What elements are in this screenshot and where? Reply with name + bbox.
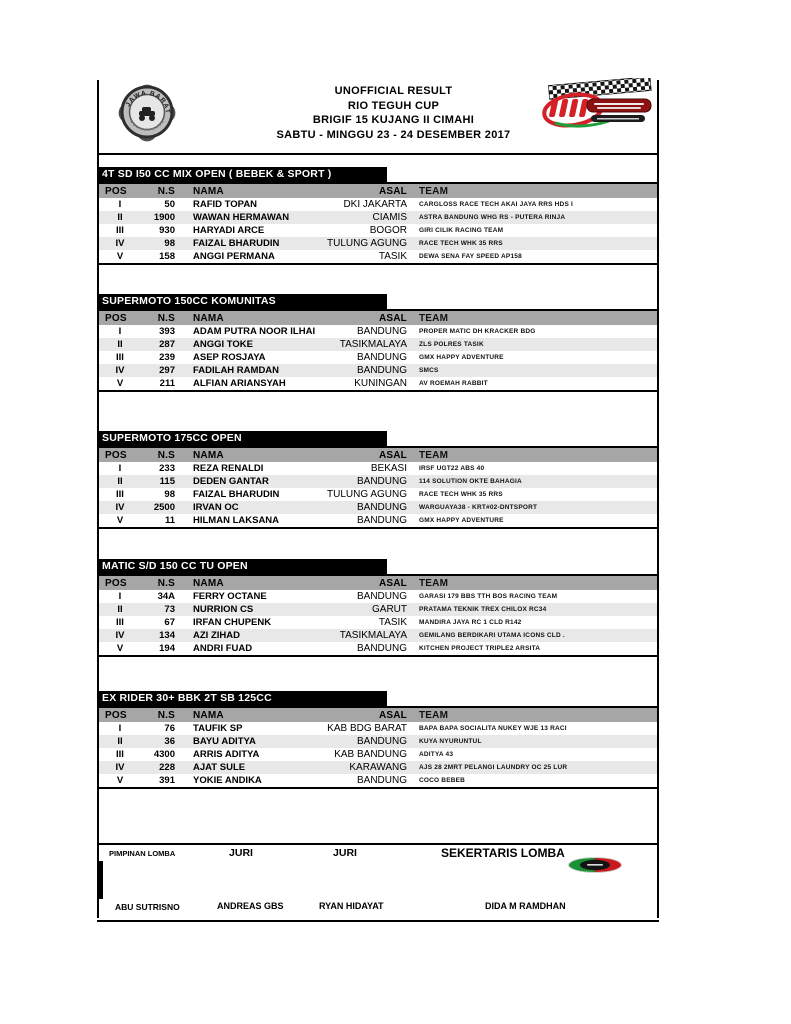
nama-cell: FAIZAL BHARUDIN <box>193 238 280 249</box>
pos-cell: III <box>116 489 124 500</box>
pos-cell: V <box>116 378 124 389</box>
column-header-team: TEAM <box>419 449 449 461</box>
nama-cell: BAYU ADITYA <box>193 736 256 747</box>
table-row <box>99 603 657 616</box>
ns-cell: 194 <box>159 643 175 654</box>
signature-footer <box>97 843 659 922</box>
pos-cell: II <box>117 604 123 615</box>
pos-cell: V <box>116 251 124 262</box>
nama-cell: REZA RENALDI <box>193 463 264 474</box>
table-row <box>99 462 657 475</box>
ns-cell: 67 <box>164 617 175 628</box>
asal-cell: KARAWANG <box>349 762 407 773</box>
team-cell: CARGLOSS RACE TECH AKAI JAYA RRS HDS I <box>419 201 573 208</box>
title-line-3: BRIGIF 15 KUJANG II CIMAHI <box>312 114 475 126</box>
table-row <box>99 501 657 514</box>
table-header-row <box>99 448 657 462</box>
role-juri-1: JURI <box>229 847 253 859</box>
asal-cell: TASIK <box>378 251 407 262</box>
table-row <box>99 325 657 338</box>
column-header-asal: ASAL <box>378 449 407 461</box>
ns-cell: 228 <box>159 762 175 773</box>
pos-cell: III <box>116 225 124 236</box>
results-table <box>97 309 659 392</box>
asal-cell: BANDUNG <box>356 775 407 786</box>
pos-cell: III <box>116 352 124 363</box>
team-cell: COCO BEBEB <box>419 777 466 784</box>
table-row <box>99 237 657 250</box>
role-pimpinan-lomba: PIMPINAN LOMBA <box>109 849 176 858</box>
asal-cell: BANDUNG <box>356 591 407 602</box>
nama-cell: IRFAN CHUPENK <box>193 617 272 628</box>
team-cell: 114 SOLUTION OKTE BAHAGIA <box>419 478 522 485</box>
ns-cell: 930 <box>159 225 175 236</box>
asal-cell: TASIKMALAYA <box>339 630 407 641</box>
ns-cell: 211 <box>159 378 175 389</box>
pos-cell: I <box>118 199 122 210</box>
section-title: MATIC S/D 150 CC TU OPEN <box>97 559 387 574</box>
table-row <box>99 475 657 488</box>
column-header-asal: ASAL <box>378 312 407 324</box>
nama-cell: FERRY OCTANE <box>193 591 267 602</box>
nama-cell: NURRION CS <box>193 604 254 615</box>
team-cell: BAPA BAPA SOCIALITA NUKEY WJE 13 RACI <box>419 725 567 732</box>
ns-cell: 34A <box>157 591 175 602</box>
logo-brush-strokes <box>549 99 589 117</box>
team-cell: RACE TECH WHK 35 RRS <box>419 240 503 247</box>
table-header-row <box>99 184 657 198</box>
ns-cell: 287 <box>159 339 175 350</box>
signatory-name: DIDA M RAMDHAN <box>485 901 566 911</box>
table-row <box>99 774 657 787</box>
ns-cell: 115 <box>159 476 175 487</box>
ns-cell: 239 <box>159 352 175 363</box>
nama-cell: ARRIS ADITYA <box>193 749 260 760</box>
column-header-team: TEAM <box>419 185 449 197</box>
section-title: 4T SD I50 CC MIX OPEN ( BEBEK & SPORT ) <box>97 167 387 182</box>
table-row <box>99 590 657 603</box>
pos-cell: IV <box>115 762 125 773</box>
ns-cell: 76 <box>164 723 175 734</box>
table-row <box>99 616 657 629</box>
ns-cell: 98 <box>164 238 175 249</box>
column-header-asal: ASAL <box>378 185 407 197</box>
pos-cell: II <box>117 736 123 747</box>
team-cell: RACE TECH WHK 35 RRS <box>419 491 503 498</box>
title-line-4: SABTU - MINGGU 23 - 24 DESEMBER 2017 <box>276 128 511 141</box>
asal-cell: BANDUNG <box>356 643 407 654</box>
ns-cell: 11 <box>164 515 175 526</box>
table-row <box>99 211 657 224</box>
team-cell: WARGUAYA38 - KRT#02-DNTSPORT <box>419 504 538 511</box>
column-header-team: TEAM <box>419 312 449 324</box>
imi-oval-logo <box>567 857 623 873</box>
asal-cell: TASIK <box>378 617 407 628</box>
asal-cell: TULUNG AGUNG <box>326 489 407 500</box>
ns-cell: 36 <box>164 736 175 747</box>
ns-cell: 50 <box>164 199 175 210</box>
team-cell: GARASI 179 BBS TTH BOS RACING TEAM <box>419 593 558 600</box>
ns-cell: 4300 <box>153 749 175 760</box>
pos-cell: I <box>118 326 122 337</box>
asal-cell: GARUT <box>372 604 407 615</box>
ns-cell: 1900 <box>153 212 175 223</box>
ns-cell: 158 <box>159 251 175 262</box>
section-title: SUPERMOTO 150CC KOMUNITAS <box>97 294 387 309</box>
column-header-team: TEAM <box>419 577 449 589</box>
print-frame <box>97 80 659 918</box>
column-header-pos: POS <box>105 449 127 461</box>
table-row <box>99 224 657 237</box>
results-table <box>97 574 659 657</box>
race-class-section <box>97 294 659 392</box>
asal-cell: KUNINGAN <box>354 378 407 389</box>
team-cell: AV ROEMAH RABBIT <box>419 380 488 387</box>
table-row <box>99 338 657 351</box>
table-row <box>99 351 657 364</box>
team-cell: GMX HAPPY ADVENTURE <box>419 517 504 524</box>
pos-cell: II <box>117 339 123 350</box>
team-cell: ADITYA 43 <box>419 751 454 758</box>
nama-cell: DEDEN GANTAR <box>193 476 269 487</box>
nama-cell: FAIZAL BHARUDIN <box>193 489 280 500</box>
table-header-row <box>99 311 657 325</box>
asal-cell: BANDUNG <box>356 326 407 337</box>
ns-cell: 391 <box>159 775 175 786</box>
signatory-name: ABU SUTRISNO <box>115 902 180 912</box>
nama-cell: IRVAN OC <box>193 502 239 513</box>
section-title: SUPERMOTO 175CC OPEN <box>97 431 387 446</box>
footer-left-bar <box>99 861 103 899</box>
table-row <box>99 748 657 761</box>
table-row <box>99 364 657 377</box>
title-line-2: RIO TEGUH CUP <box>347 99 440 112</box>
asal-cell: KAB BDG BARAT <box>327 723 407 734</box>
ns-cell: 73 <box>164 604 175 615</box>
nama-cell: HILMAN LAKSANA <box>193 515 280 526</box>
column-header-asal: ASAL <box>378 709 407 721</box>
table-row <box>99 377 657 390</box>
nama-cell: AJAT SULE <box>193 762 246 773</box>
asal-cell: BANDUNG <box>356 515 407 526</box>
pos-cell: IV <box>115 365 125 376</box>
column-header-pos: POS <box>105 185 127 197</box>
team-cell: PROPER MATIC DH KRACKER BDG <box>419 328 536 335</box>
pos-cell: III <box>116 749 124 760</box>
pos-cell: I <box>118 591 122 602</box>
asal-cell: TULUNG AGUNG <box>326 238 407 249</box>
asal-cell: BANDUNG <box>356 736 407 747</box>
ns-cell: 2500 <box>153 502 175 513</box>
team-cell: GEMILANG BERDIKARI UTAMA ICONS CLD . <box>419 632 565 639</box>
nama-cell: HARYADI ARCE <box>193 225 265 236</box>
column-header-asal: ASAL <box>378 577 407 589</box>
team-cell: GIRI CILIK RACING TEAM <box>419 227 504 234</box>
table-row <box>99 642 657 655</box>
badge-arc-text: JAWA BARAT <box>124 89 172 115</box>
nama-cell: AZI ZIHAD <box>193 630 240 641</box>
nama-cell: ADAM PUTRA NOOR ILHAI <box>193 326 316 337</box>
race-class-section <box>97 559 659 657</box>
column-header-pos: POS <box>105 577 127 589</box>
team-cell: KITCHEN PROJECT TRIPLE2 ARSITA <box>419 645 541 652</box>
nama-cell: ANGGI TOKE <box>193 339 253 350</box>
column-header-nama: NAMA <box>193 709 224 721</box>
nama-cell: ALFIAN ARIANSYAH <box>193 378 286 389</box>
pos-cell: V <box>116 775 124 786</box>
column-header-pos: POS <box>105 312 127 324</box>
nama-cell: TAUFIK SP <box>193 723 243 734</box>
team-cell: IRSF UGT22 ABS 40 <box>419 465 485 472</box>
table-row <box>99 488 657 501</box>
pos-cell: V <box>116 643 124 654</box>
role-juri-2: JURI <box>333 847 357 859</box>
team-cell: MANDIRA JAYA RC 1 CLD R142 <box>419 619 522 626</box>
pos-cell: IV <box>115 502 125 513</box>
asal-cell: BEKASI <box>370 463 407 474</box>
table-row <box>99 761 657 774</box>
role-sekertaris-lomba: SEKERTARIS LOMBA <box>441 846 565 860</box>
column-header-nama: NAMA <box>193 577 224 589</box>
table-row <box>99 722 657 735</box>
column-header-ns: N.S <box>157 577 175 589</box>
race-class-section <box>97 167 659 265</box>
asal-cell: BOGOR <box>369 225 407 236</box>
nama-cell: YOKIE ANDIKA <box>193 775 262 786</box>
asal-cell: BANDUNG <box>356 502 407 513</box>
section-title: EX RIDER 30+ BBK 2T SB 125CC <box>97 691 387 706</box>
team-cell: ASTRA BANDUNG WHG RS - PUTERA RINJA <box>419 214 566 221</box>
ns-cell: 297 <box>159 365 175 376</box>
table-row <box>99 198 657 211</box>
results-table <box>97 182 659 265</box>
column-header-pos: POS <box>105 709 127 721</box>
results-table <box>97 446 659 529</box>
column-header-team: TEAM <box>419 709 449 721</box>
team-cell: AJS 28 2MRT PELANGI LAUNDRY OC 25 LUR <box>419 764 568 771</box>
pos-cell: I <box>118 463 122 474</box>
column-header-ns: N.S <box>157 709 175 721</box>
table-row <box>99 735 657 748</box>
table-row <box>99 514 657 527</box>
pos-cell: II <box>117 212 123 223</box>
ns-cell: 134 <box>159 630 175 641</box>
document-header <box>97 80 659 155</box>
asal-cell: CIAMIS <box>372 212 407 223</box>
nama-cell: ANGGI PERMANA <box>193 251 275 262</box>
ns-cell: 98 <box>164 489 175 500</box>
nama-cell: ANDRI FUAD <box>193 643 253 654</box>
table-row <box>99 250 657 263</box>
title-line-1: UNOFFICIAL RESULT <box>334 85 453 97</box>
pos-cell: III <box>116 617 124 628</box>
column-header-nama: NAMA <box>193 312 224 324</box>
asal-cell: BANDUNG <box>356 365 407 376</box>
nama-cell: RAFID TOPAN <box>193 199 258 210</box>
column-header-nama: NAMA <box>193 449 224 461</box>
column-header-ns: N.S <box>157 312 175 324</box>
asal-cell: DKI JAKARTA <box>343 199 407 210</box>
column-header-nama: NAMA <box>193 185 224 197</box>
team-cell: SMCS <box>419 367 439 374</box>
nama-cell: ASEP ROSJAYA <box>193 352 266 363</box>
pos-cell: IV <box>115 630 125 641</box>
pos-cell: I <box>118 723 122 734</box>
column-header-ns: N.S <box>157 449 175 461</box>
pos-cell: V <box>116 515 124 526</box>
asal-cell: BANDUNG <box>356 476 407 487</box>
team-cell: DEWA SENA FAY SPEED AP158 <box>419 253 522 260</box>
results-table <box>97 706 659 789</box>
table-header-row <box>99 576 657 590</box>
asal-cell: KAB BANDUNG <box>334 749 407 760</box>
team-cell: ZLS POLRES TASIK <box>419 341 484 348</box>
nama-cell: WAWAN HERMAWAN <box>193 212 290 223</box>
pos-cell: II <box>117 476 123 487</box>
table-row <box>99 629 657 642</box>
nama-cell: FADILAH RAMDAN <box>193 365 280 376</box>
ns-cell: 393 <box>159 326 175 337</box>
team-cell: GMX HAPPY ADVENTURE <box>419 354 504 361</box>
team-cell: KUYA NYURUNTUL <box>419 738 482 745</box>
asal-cell: BANDUNG <box>356 352 407 363</box>
ns-cell: 233 <box>159 463 175 474</box>
race-class-section <box>97 431 659 529</box>
table-header-row <box>99 708 657 722</box>
team-cell: PRATAMA TEKNIK TREX CHILOX RC34 <box>419 606 547 613</box>
signatory-name: RYAN HIDAYAT <box>319 901 384 911</box>
asal-cell: TASIKMALAYA <box>339 339 407 350</box>
signatory-name: ANDREAS GBS <box>217 901 284 911</box>
race-class-section <box>97 691 659 789</box>
race-event-logo <box>541 78 659 136</box>
column-header-ns: N.S <box>157 185 175 197</box>
pos-cell: IV <box>115 238 125 249</box>
